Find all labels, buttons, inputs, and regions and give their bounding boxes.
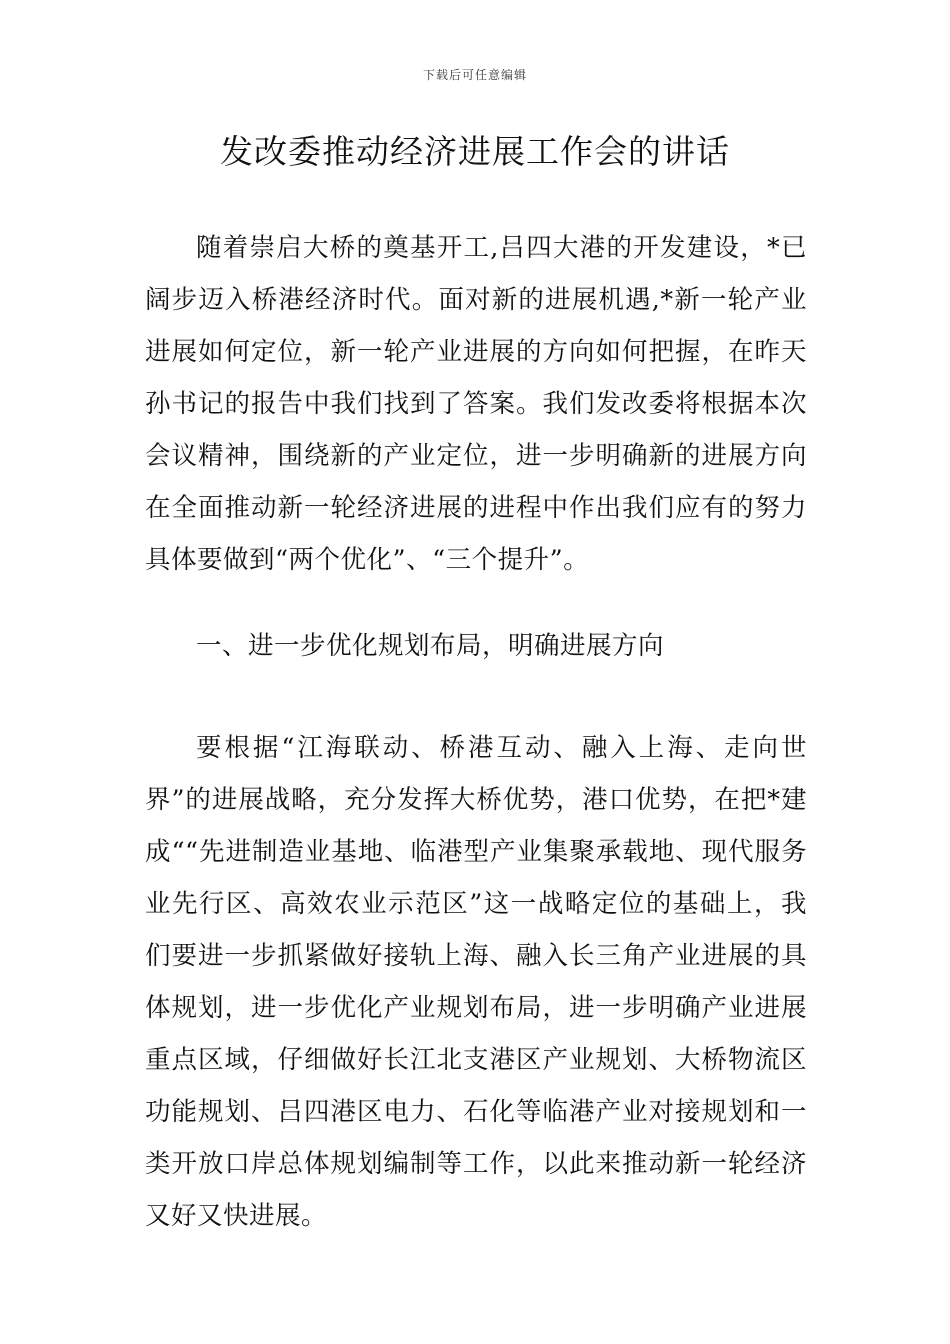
document-title: 发改委推动经济进展工作会的讲话 (220, 132, 730, 171)
section-heading: 一、进一步优化规划布局，明确进展方向 (196, 631, 665, 661)
header-note: 下载后可任意编辑 (422, 68, 527, 82)
paragraph-intro: 随着崇启大桥的奠基开工,吕四大港的开发建设，*已阔步迈入桥港经济时代。面对新的进展机遇,*新一轮产业进展如何定位，新一轮产业进展的方向如何把握，在昨天孙书记的报告中我们找到了答案。我们发改委将根据本次会议精神，围绕新的产业定位，进一步明确新的进展方向在全面推动新一轮经济进展的进程中作出我们应有的努力具体要做到“两个优化”、“三个提升”。 (145, 233, 807, 575)
paragraph-section-one: 要根据“江海联动、桥港互动、融入上海、走向世界”的进展战略，充分发挥大桥优势，港口优势，在把*建成““先进制造业基地、临港型产业集聚承载地、现代服务业先行区、高效农业示范区”这一战略定位的基础上，我们要进一步抓紧做好接轨上海、融入长三角产业进展的具体规划，进一步优化产业规划布局，进一步明确产业进展重点区域，仔细做好长江北支港区产业规划、大桥物流区功能规划、吕四港区电力、石化等临港产业对接规划和一类开放口岸总体规划编制等工作，以此来推动新一轮经济又好又快进展。 (145, 733, 807, 1231)
